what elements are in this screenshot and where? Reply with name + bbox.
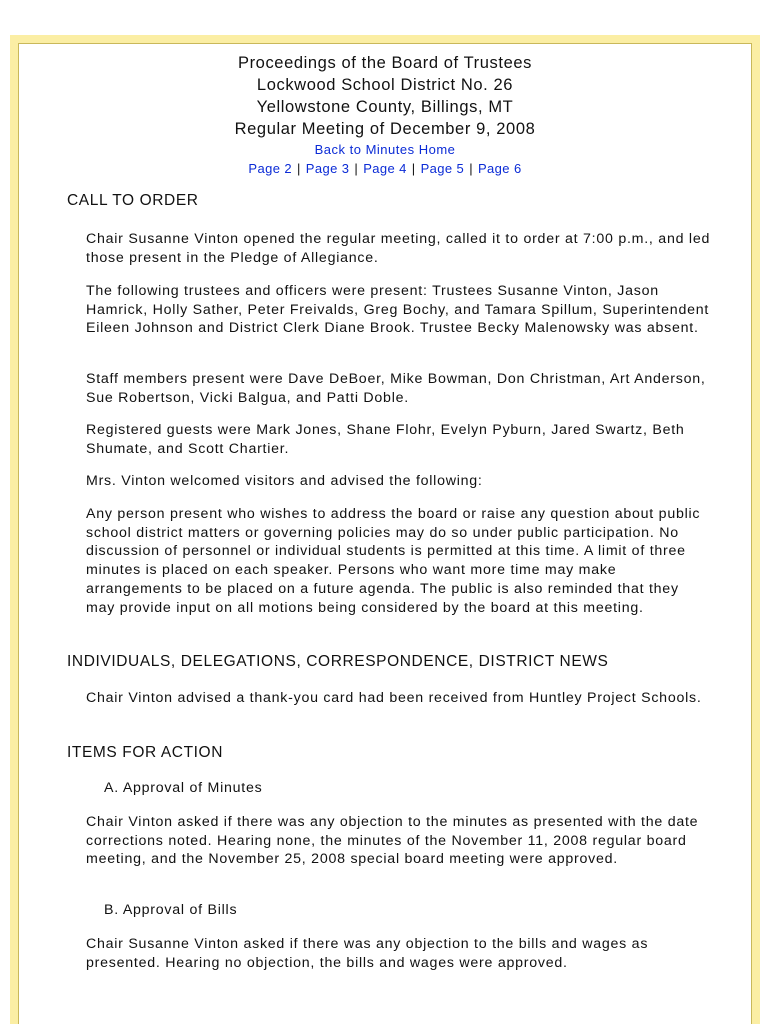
- approval-of-minutes-title: A. Approval of Minutes: [104, 780, 263, 796]
- page-separator: |: [411, 161, 416, 176]
- document-body: [18, 43, 752, 1024]
- individuals-heading: INDIVIDUALS, DELEGATIONS, CORRESPONDENCE, DISTRICT NEWS: [67, 653, 609, 670]
- document-header: [19, 44, 751, 179]
- attendance-paragraph: The following trustees and officers were present: Trustees Susanne Vinton, Jason Hamrick, Holly Sather, Peter Freivalds, Greg Bochy, and Tamara Spillum, Superintendent Eileen Johnson and District Clerk Diane Brook. Trustee Becky Malenowsky was absent.: [86, 283, 710, 337]
- staff-paragraph: Staff members present were Dave DeBoer, Mike Bowman, Don Christman, Art Anderson, Sue Robertson, Vicki Balgua, and Patti Doble.: [86, 371, 706, 406]
- page-navigation: [19, 159, 751, 179]
- page-separator: |: [469, 161, 473, 176]
- back-to-minutes-link[interactable]: Back to Minutes Home: [314, 142, 456, 157]
- page-2-link[interactable]: Page 2: [248, 161, 293, 176]
- approval-of-minutes-paragraph: Chair Vinton asked if there was any objection to the minutes as presented with the date corrections noted. Hearing none, the minutes of the November 11, 2008 regular board meeting, and the November 25, 2008 special board meeting were approved.: [86, 814, 699, 868]
- page-separator: |: [297, 161, 301, 176]
- thank-you-card-paragraph: Chair Vinton advised a thank-you card had been received from Huntley Project Schools.: [86, 690, 702, 706]
- guests-paragraph: Registered guests were Mark Jones, Shane Flohr, Evelyn Pyburn, Jared Swartz, Beth Shumate, and Scott Chartier.: [86, 422, 685, 457]
- page-3-link[interactable]: Page 3: [305, 161, 350, 176]
- approval-of-bills-paragraph: Chair Susanne Vinton asked if there was any objection to the bills and wages as presented. Hearing no objection, the bills and wages were approved.: [86, 936, 649, 971]
- page-separator: |: [354, 161, 359, 176]
- welcome-paragraph: Mrs. Vinton welcomed visitors and advised the following:: [86, 473, 483, 489]
- call-to-order-paragraph: Chair Susanne Vinton opened the regular meeting, called it to order at 7:00 p.m., and led those present in the Pledge of Allegiance.: [86, 231, 711, 266]
- document-title: Proceedings of the Board of Trustees: [237, 54, 532, 72]
- page-6-link[interactable]: Page 6: [477, 161, 522, 176]
- public-participation-paragraph: Any person present who wishes to address the board or raise any question about public school district matters or governing policies may do so under public participation. No discussion of personnel or individual students is permitted at this time. A limit of three minutes is placed on each speaker. Persons who want more time may make arrangements to be placed on a future agenda. The public is also reminded that they may provide input on all motions being considered by the board at this meeting.: [86, 506, 701, 616]
- district-location: Yellowstone County, Billings, MT: [256, 98, 514, 116]
- items-for-action-heading: ITEMS FOR ACTION: [67, 744, 223, 761]
- district-name: Lockwood School District No. 26: [256, 76, 514, 94]
- call-to-order-heading: CALL TO ORDER: [67, 192, 199, 209]
- page-frame: [10, 35, 760, 1024]
- page-5-link[interactable]: Page 5: [420, 161, 465, 176]
- approval-of-bills-title: B. Approval of Bills: [104, 902, 238, 918]
- page-4-link[interactable]: Page 4: [363, 161, 407, 176]
- meeting-date: Regular Meeting of December 9, 2008: [234, 120, 536, 138]
